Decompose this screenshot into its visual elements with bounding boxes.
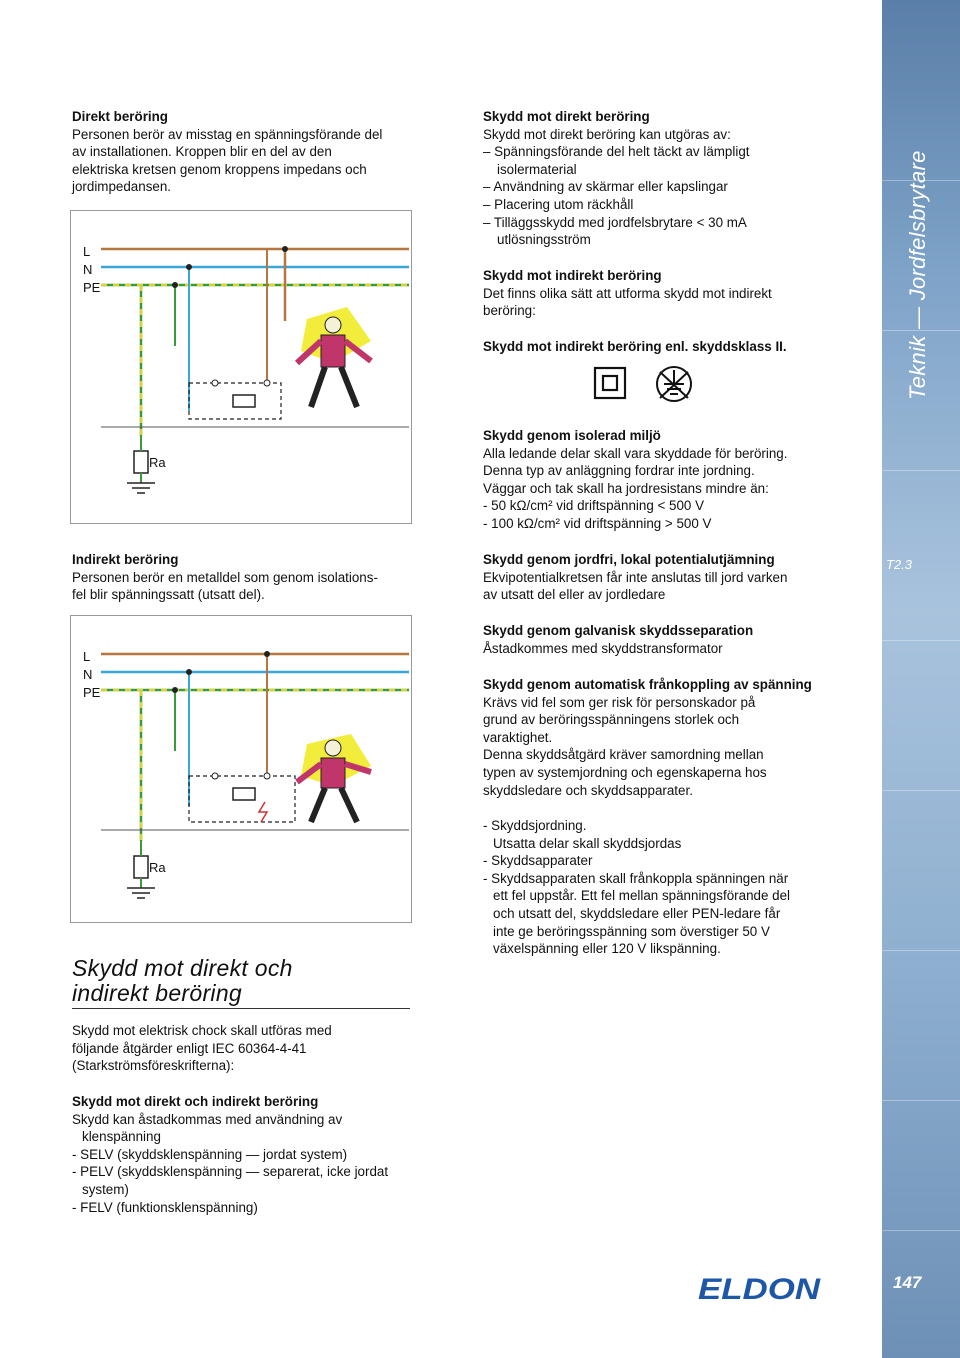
equipotential-section: [483, 551, 873, 604]
earth-resistor: [134, 451, 148, 473]
auto-disconnect-heading: Skydd genom automatisk frånkoppling av spänning: [483, 677, 812, 692]
junction-dot: [264, 651, 270, 657]
equipotential-text: av utsatt del eller av jordledare: [483, 587, 666, 603]
heading-rule: [72, 1008, 410, 1009]
auto-disconnect-section: [483, 676, 873, 799]
isolated-text: - 100 kΩ/cm² vid driftspänning > 500 V: [483, 515, 712, 531]
isolated-section: [483, 427, 873, 533]
list-item: ett fel uppstår. Ett fel mellan spänningsförande del: [493, 888, 791, 904]
class2-section: [483, 338, 873, 356]
direct-protection-text: – Spänningsförande del helt täckt av lämpligt: [483, 144, 750, 160]
no-earth-icon: [654, 364, 694, 404]
direct-protection-text: Skydd mot direkt beröring kan utgöras av:: [483, 126, 731, 142]
list-item: - Skyddsjordning.: [483, 818, 587, 833]
direct-contact-heading: Direkt beröring: [72, 109, 168, 124]
indirect-protection-section: [483, 267, 873, 320]
isolated-text: Denna typ av anläggning fordrar inte jordning.: [483, 463, 755, 479]
indirect-contact-section: [72, 551, 417, 604]
auto-disconnect-text: typen av systemjordning och egenskaperna hos: [483, 764, 767, 780]
direct-indirect-heading: Skydd mot direkt och indirekt beröring: [72, 1094, 319, 1109]
junction-dot: [186, 669, 192, 675]
direct-contact-text: Personen berör av misstag en spänningsförande del: [72, 126, 383, 142]
label-pe: PE: [83, 685, 101, 700]
intro-text: följande åtgärder enligt IEC 60364-4-41: [72, 1040, 307, 1056]
shocked-person-figure: [297, 734, 371, 822]
label-pe: PE: [83, 280, 101, 295]
fault-flash-icon: [259, 802, 267, 822]
direct-contact-text: jordimpedansen.: [72, 179, 172, 195]
terminal: [264, 380, 270, 386]
list-item: inte ge beröringsspänning som överstiger 50 V: [493, 923, 770, 939]
list-item: växelspänning eller 120 V likspänning.: [493, 941, 721, 957]
direct-contact-text: av installationen. Kroppen blir en del av den: [72, 144, 332, 160]
direct-indirect-text: - PELV (skyddsklenspänning — separerat, icke jordat: [72, 1164, 389, 1180]
indirect-contact-heading: Indirekt beröring: [72, 552, 179, 567]
auto-disconnect-text: skyddsledare och skyddsapparater.: [483, 782, 693, 798]
galvanic-section: [483, 622, 873, 657]
list-item: - Skyddsapparaten skall frånkoppla spänningen när: [483, 870, 789, 886]
label-l: L: [83, 244, 91, 259]
label-l: L: [83, 649, 91, 664]
logo-text: ELDON: [698, 1274, 822, 1304]
indirect-contact-text: fel blir spänningssatt (utsatt del).: [72, 587, 265, 603]
label-n: N: [83, 667, 93, 682]
direct-indirect-text: - FELV (funktionsklenspänning): [72, 1199, 258, 1215]
intro-section: [72, 1022, 417, 1075]
direct-protection-text: – Tilläggsskydd med jordfelsbrytare < 30 mA: [483, 214, 747, 230]
galvanic-text: Åstadkommes med skyddstransformator: [483, 640, 723, 656]
page-number: 147: [893, 1273, 922, 1292]
junction-dot: [172, 687, 178, 693]
label-n: N: [83, 262, 93, 277]
main-heading: [72, 956, 293, 1006]
junction-dot: [172, 282, 178, 288]
shocked-person-figure: [297, 307, 371, 407]
terminal: [212, 380, 218, 386]
indirect-contact-diagram: [70, 615, 412, 923]
circuit-diagram-1: [71, 211, 411, 523]
sidebar-title: Teknik — Jordfelsbrytare: [905, 150, 930, 400]
measures-list: [483, 817, 873, 958]
eldon-logo: [694, 1274, 824, 1304]
junction-dot: [186, 264, 192, 270]
label-ra: Ra: [149, 455, 166, 470]
isolated-text: Alla ledande delar skall vara skyddade för beröring.: [483, 445, 788, 461]
direct-indirect-section: [72, 1093, 417, 1216]
direct-protection-text: – Användning av skärmar eller kapslingar: [483, 179, 728, 195]
direct-indirect-text: system): [82, 1181, 129, 1197]
main-heading-line: Skydd mot direkt och: [72, 955, 293, 981]
auto-disconnect-text: Denna skyddsåtgärd kräver samordning mellan: [483, 747, 764, 763]
intro-text: (Starkströmsföreskrifterna):: [72, 1058, 235, 1074]
circuit-diagram-2: [71, 616, 411, 922]
auto-disconnect-text: varaktighet.: [483, 729, 553, 745]
indirect-contact-text: Personen berör en metalldel som genom isolations-: [72, 569, 378, 585]
terminal: [212, 773, 218, 779]
section-code: T2.3: [886, 557, 913, 572]
label-ra: Ra: [149, 860, 166, 875]
load-resistor: [233, 395, 255, 407]
direct-indirect-text: Skydd kan åstadkommas med användning av: [72, 1111, 343, 1127]
direct-contact-diagram: [70, 210, 412, 524]
direct-indirect-text: klenspänning: [82, 1129, 161, 1145]
earth-resistor: [134, 856, 148, 878]
class2-heading: Skydd mot indirekt beröring enl. skyddsklass II.: [483, 339, 787, 354]
equipotential-heading: Skydd genom jordfri, lokal potentialutjämning: [483, 552, 775, 567]
isolated-text: Väggar och tak skall ha jordresistans mindre än:: [483, 480, 769, 496]
galvanic-heading: Skydd genom galvanisk skyddsseparation: [483, 623, 754, 638]
junction-dot: [282, 246, 288, 252]
auto-disconnect-text: grund av beröringsspänningens storlek och: [483, 712, 740, 728]
direct-indirect-text: - SELV (skyddsklenspänning — jordat system): [72, 1146, 348, 1162]
load-resistor: [233, 788, 255, 800]
terminal: [264, 773, 270, 779]
intro-text: Skydd mot elektrisk chock skall utföras med: [72, 1023, 332, 1038]
main-heading-line: indirekt beröring: [72, 980, 243, 1006]
isolated-text: - 50 kΩ/cm² vid driftspänning < 500 V: [483, 498, 705, 514]
direct-contact-section: [72, 108, 417, 196]
indirect-protection-text: beröring:: [483, 303, 536, 319]
direct-protection-section: [483, 108, 873, 249]
equipotential-text: Ekvipotentialkretsen får inte anslutas till jord varken: [483, 569, 788, 585]
direct-contact-text: elektriska kretsen genom kroppens impedans och: [72, 161, 367, 177]
list-item: Utsatta delar skall skyddsjordas: [493, 835, 682, 851]
indirect-protection-text: Det finns olika sätt att utforma skydd mot indirekt: [483, 285, 772, 301]
direct-protection-text: isolermaterial: [497, 161, 577, 177]
direct-protection-text: utlösningsström: [497, 232, 591, 248]
double-insulation-icon: [593, 366, 627, 400]
list-item: - Skyddsapparater: [483, 853, 593, 869]
isolated-heading: Skydd genom isolerad miljö: [483, 428, 661, 443]
direct-protection-text: – Placering utom räckhåll: [483, 196, 634, 212]
direct-protection-heading: Skydd mot direkt beröring: [483, 109, 650, 124]
list-item: och utsatt del, skyddsledare eller PEN-ledare får: [493, 905, 781, 921]
auto-disconnect-text: Krävs vid fel som ger risk för personskador på: [483, 694, 756, 710]
indirect-protection-heading: Skydd mot indirekt beröring: [483, 268, 662, 283]
